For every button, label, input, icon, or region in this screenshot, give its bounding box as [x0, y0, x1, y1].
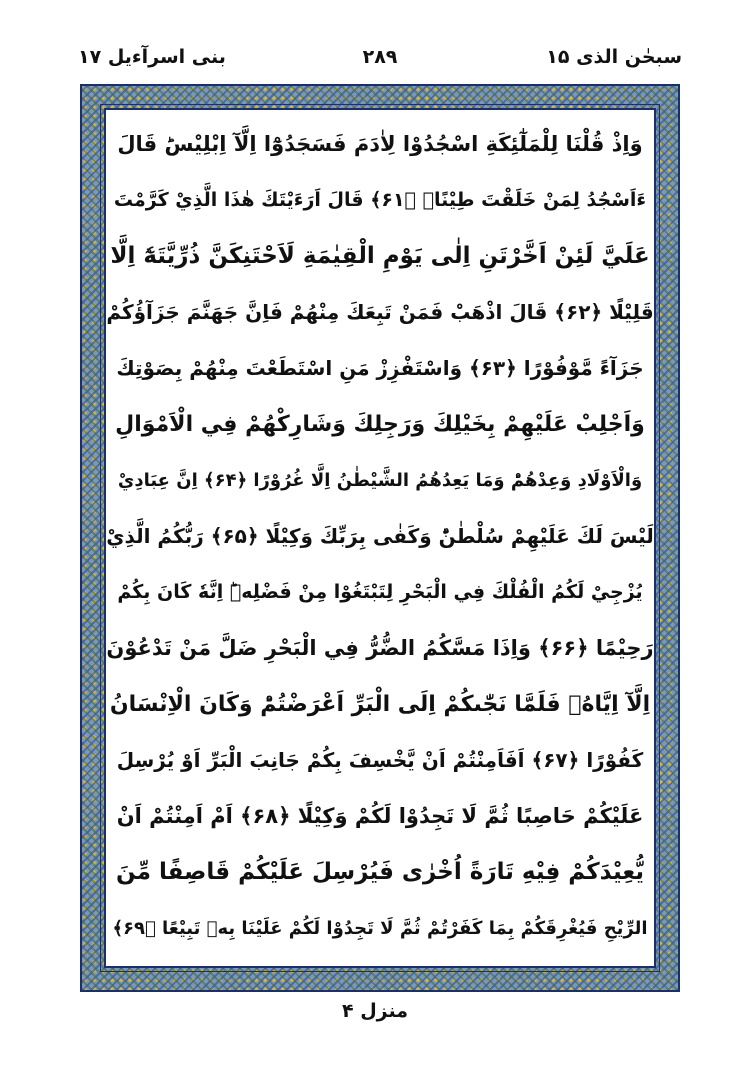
verse-line-2: ءَاَسْجُدُ لِمَنْ خَلَقْتَ طِيْنًاۚ ﴿۶۱﴾ قَالَ اَرَءَيْتَكَ هٰذَا الَّذِيْ كَرَّمْتَ — [113, 189, 647, 211]
verse-line-14: يُّعِيْدَكُمْ فِيْهِ تَارَةً اُخْرٰى فَيُرْسِلَ عَلَيْكُمْ قَاصِفًا مِّنَ — [116, 859, 644, 885]
verse-line-6: وَاَجْلِبْ عَلَيْهِمْ بِخَيْلِكَ وَرَجِلِكَ وَشَارِكْهُمْ فِي الْاَمْوَالِ — [115, 411, 645, 437]
verse-line-12: كَفُوْرًا ﴿۶۷﴾ اَفَاَمِنْتُمْ اَنْ يَّخْسِفَ بِكُمْ جَانِبَ الْبَرِّ اَوْ يُرْسِلَ — [116, 748, 644, 772]
verse-line-15: الرِّيْحِ فَيُغْرِقَكُمْ بِمَا كَفَرْتُمْ ثُمَّ لَا تَجِدُوْا لَكُمْ عَلَيْنَا بِهٖ تَبِيْعًا ﴿۶۹﴾ — [112, 917, 648, 939]
verse-line-4: قَلِيْلًا ﴿۶۲﴾ قَالَ اذْهَبْ فَمَنْ تَبِعَكَ مِنْهُمْ فَاِنَّ جَهَنَّمَ جَزَآؤُكُمْ — [106, 300, 654, 324]
verse-line-7: وَالْاَوْلَادِ وَعِدْهُمْؕ وَمَا يَعِدُهُمُ الشَّيْطٰنُ اِلَّا غُرُوْرًا ﴿۶۴﴾ اِنَّ عِبَادِيْ — [117, 469, 643, 491]
verse-line-8: لَيْسَ لَكَ عَلَيْهِمْ سُلْطٰنٌؕ وَكَفٰى بِرَبِّكَ وَكِيْلًا ﴿۶۵﴾ رَبُّكُمُ الَّذِيْ — [106, 524, 654, 548]
manzil-label: منزل ۴ — [341, 1000, 409, 1022]
verse-lines — [106, 110, 654, 956]
page-footer — [0, 1000, 750, 1022]
juz-label: سبحٰن الذی ۱۵ — [546, 46, 682, 68]
verse-line-5: جَزَآءً مَّوْفُوْرًا ﴿۶۳﴾ وَاسْتَفْزِزْ مَنِ اسْتَطَعْتَ مِنْهُمْ بِصَوْتِكَ — [116, 356, 644, 380]
surah-para-label: بنی اسرآءیل ۱۷ — [78, 46, 226, 68]
text-panel — [106, 110, 654, 966]
verse-line-10: رَحِيْمًا ﴿۶۶﴾ وَاِذَا مَسَّكُمُ الضُّرُّ فِي الْبَحْرِ ضَلَّ مَنْ تَدْعُوْنَ — [106, 636, 654, 660]
page-header — [78, 42, 682, 82]
verse-line-9: يُزْجِيْ لَكُمُ الْفُلْكَ فِي الْبَحْرِ لِتَبْتَغُوْا مِنْ فَضْلِهٖؕ اِنَّهٗ كَانَ بِكُمْ — [117, 581, 643, 603]
verse-line-3: عَلَيَّ لَئِنْ اَخَّرْتَنِ اِلٰى يَوْمِ الْقِيٰمَةِ لَاَحْتَنِكَنَّ ذُرِّيَّتَهٗٓ اِلَّا — [110, 243, 650, 269]
verse-line-11: اِلَّآ اِيَّاهُۚ فَلَمَّا نَجّٰىكُمْ اِلَى الْبَرِّ اَعْرَضْتُمْؕ وَكَانَ الْاِنْسَانُ — [109, 691, 651, 717]
page-number: ۲۸۹ — [362, 46, 398, 68]
verse-line-1: وَاِذْ قُلْنَا لِلْمَلٰٓئِكَةِ اسْجُدُوْا لِاٰدَمَ فَسَجَدُوْٓا اِلَّآ اِبْلِيْسَؕ قَالَ — [117, 132, 643, 156]
verse-line-13: عَلَيْكُمْ حَاصِبًا ثُمَّ لَا تَجِدُوْا لَكُمْ وَكِيْلًا ﴿۶۸﴾ اَمْ اَمِنْتُمْ اَنْ — [116, 804, 644, 828]
